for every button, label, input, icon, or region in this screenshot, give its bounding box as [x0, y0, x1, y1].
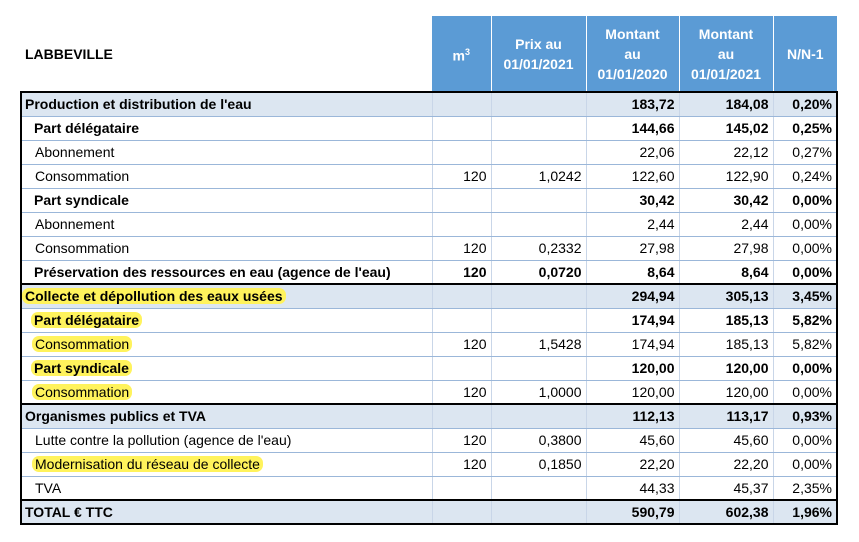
header-montant-2020: Montant au 01/01/2020: [586, 16, 679, 92]
row-label: [21, 476, 432, 500]
header-m3: $m^3$: [432, 16, 491, 92]
cell-a2020: 112,13: [586, 404, 679, 428]
table-row: [21, 236, 837, 260]
cell-prix: 0,1850: [491, 452, 586, 476]
cell-m3: 120: [432, 164, 491, 188]
cell-m3: [432, 500, 491, 524]
cell-a2021: 185,13: [679, 332, 773, 356]
cell-a2021: 145,02: [679, 116, 773, 140]
label-text: Consommation: [35, 240, 130, 256]
cell-a2021: 22,20: [679, 452, 773, 476]
row-label: [21, 92, 432, 116]
table-row: [21, 428, 837, 452]
cell-var: 0,00%: [773, 380, 837, 404]
cell-m3: [432, 476, 491, 500]
cell-a2021: 185,13: [679, 308, 773, 332]
cell-var: 0,00%: [773, 356, 837, 380]
label-text: Organismes publics et TVA: [25, 408, 207, 425]
cell-a2020: 174,94: [586, 332, 679, 356]
table-header-row: [21, 16, 837, 92]
cell-a2021: 45,37: [679, 476, 773, 500]
subsection-row: [21, 356, 837, 380]
cell-a2021: 22,12: [679, 140, 773, 164]
cell-a2020: 2,44: [586, 212, 679, 236]
cell-a2020: 8,64: [586, 260, 679, 284]
cell-var: 0,00%: [773, 260, 837, 284]
header-variation: N/N-1: [773, 16, 837, 92]
label-text: TVA: [35, 479, 62, 496]
cell-a2020: 27,98: [586, 236, 679, 260]
section-row: [21, 404, 837, 428]
highlighted-label: Consommation: [32, 384, 132, 400]
cell-a2021: 30,42: [679, 188, 773, 212]
cell-a2020: 22,20: [586, 452, 679, 476]
row-label: [21, 236, 432, 260]
cell-a2020: 120,00: [586, 356, 679, 380]
highlighted-label: Part délégataire: [31, 312, 142, 328]
section-row: [21, 284, 837, 308]
cell-m3: [432, 356, 491, 380]
cell-prix: 0,0720: [491, 260, 586, 284]
table-row: [21, 140, 837, 164]
cell-prix: [491, 188, 586, 212]
header-montant-2021: Montant au 01/01/2021: [679, 16, 773, 92]
cell-m3: [432, 212, 491, 236]
cell-var: 3,45%: [773, 284, 837, 308]
cell-prix: [491, 212, 586, 236]
label-text: Lutte contre la pollution (agence de l'eau): [35, 432, 292, 448]
cell-prix: [491, 140, 586, 164]
cell-prix: [491, 116, 586, 140]
table-row: [21, 476, 837, 500]
row-label: [21, 140, 432, 164]
cell-a2020: 30,42: [586, 188, 679, 212]
label-text: TOTAL € TTC: [25, 504, 113, 520]
cell-var: 0,20%: [773, 92, 837, 116]
cell-var: 0,25%: [773, 116, 837, 140]
cell-a2020: 122,60: [586, 164, 679, 188]
cell-a2021: 8,64: [679, 260, 773, 284]
highlighted-label: Part syndicale: [31, 360, 132, 376]
subsection-row: [21, 188, 837, 212]
cell-a2021: 27,98: [679, 236, 773, 260]
cell-a2021: 184,08: [679, 92, 773, 116]
cell-a2020: 590,79: [586, 500, 679, 524]
cell-prix: 0,3800: [491, 428, 586, 452]
cell-a2021: 113,17: [679, 404, 773, 428]
cell-m3: [432, 92, 491, 116]
cell-var: 1,96%: [773, 500, 837, 524]
cell-a2020: 144,66: [586, 116, 679, 140]
row-label: [21, 380, 432, 404]
cell-a2021: 2,44: [679, 212, 773, 236]
cell-prix: [491, 404, 586, 428]
row-label: [21, 428, 432, 452]
cell-a2020: 174,94: [586, 308, 679, 332]
highlighted-label: Consommation: [32, 336, 132, 352]
cell-m3: [432, 140, 491, 164]
total-row: [21, 500, 837, 524]
cell-prix: [491, 284, 586, 308]
cell-a2020: 22,06: [586, 140, 679, 164]
table-row: [21, 452, 837, 476]
label-text: Production et distribution de l'eau: [25, 96, 252, 113]
cell-a2021: 122,90: [679, 164, 773, 188]
cell-a2020: 120,00: [586, 380, 679, 404]
label-text: Abonnement: [35, 144, 115, 160]
cell-a2021: 45,60: [679, 428, 773, 452]
subsection-row: [21, 116, 837, 140]
cell-var: 0,27%: [773, 140, 837, 164]
cell-a2021: 305,13: [679, 284, 773, 308]
highlighted-label: Modernisation du réseau de collecte: [32, 456, 263, 472]
cell-var: 0,00%: [773, 452, 837, 476]
cell-var: 0,00%: [773, 188, 837, 212]
cell-var: 0,00%: [773, 428, 837, 452]
cell-m3: 120: [432, 260, 491, 284]
subsection-row: [21, 308, 837, 332]
table-row: [21, 164, 837, 188]
cell-prix: [491, 308, 586, 332]
cell-prix: 1,5428: [491, 332, 586, 356]
cell-a2021: 120,00: [679, 380, 773, 404]
cell-prix: [491, 476, 586, 500]
cell-a2020: 44,33: [586, 476, 679, 500]
label-text: Préservation des ressources en eau (agence de l'eau): [34, 263, 391, 280]
cell-m3: 120: [432, 452, 491, 476]
row-label: [21, 116, 432, 140]
row-label: [21, 284, 432, 308]
cell-prix: [491, 356, 586, 380]
table-row: [21, 212, 837, 236]
row-label: [21, 308, 432, 332]
cell-prix: [491, 92, 586, 116]
cell-a2020: 45,60: [586, 428, 679, 452]
cell-m3: [432, 116, 491, 140]
cell-a2021: 602,38: [679, 500, 773, 524]
cell-prix: 0,2332: [491, 236, 586, 260]
cell-m3: 120: [432, 380, 491, 404]
table-body: [21, 92, 837, 524]
cell-m3: 120: [432, 236, 491, 260]
cell-a2021: 120,00: [679, 356, 773, 380]
cell-prix: 1,0000: [491, 380, 586, 404]
cell-prix: [491, 500, 586, 524]
cell-var: 2,35%: [773, 476, 837, 500]
row-label: [21, 356, 432, 380]
highlighted-label: Collecte et dépollution des eaux usées: [22, 288, 286, 304]
row-label: [21, 212, 432, 236]
label-text: Consommation: [35, 168, 130, 184]
section-row: [21, 92, 837, 116]
row-label: [21, 452, 432, 476]
table-row: [21, 332, 837, 356]
row-label: [21, 404, 432, 428]
cell-m3: [432, 404, 491, 428]
cell-a2020: 183,72: [586, 92, 679, 116]
row-label: [21, 332, 432, 356]
cell-m3: 120: [432, 428, 491, 452]
subsection-row: [21, 260, 837, 284]
table-row: [21, 380, 837, 404]
water-price-table: [20, 16, 838, 525]
cell-var: 0,24%: [773, 164, 837, 188]
row-label: [21, 260, 432, 284]
row-label: [21, 188, 432, 212]
cell-m3: [432, 308, 491, 332]
label-text: Abonnement: [35, 216, 115, 232]
cell-var: 0,00%: [773, 236, 837, 260]
cell-m3: 120: [432, 332, 491, 356]
cell-var: 5,82%: [773, 332, 837, 356]
cell-a2020: 294,94: [586, 284, 679, 308]
label-text: Part syndicale: [34, 192, 129, 208]
cell-var: 5,82%: [773, 308, 837, 332]
label-text: Part délégataire: [34, 120, 140, 136]
commune-name: LABBEVILLE: [21, 16, 432, 92]
cell-m3: [432, 188, 491, 212]
header-prix: Prix au 01/01/2021: [491, 16, 586, 92]
row-label: [21, 500, 432, 524]
cell-var: 0,00%: [773, 212, 837, 236]
row-label: [21, 164, 432, 188]
cell-var: 0,93%: [773, 404, 837, 428]
cell-prix: 1,0242: [491, 164, 586, 188]
cell-m3: [432, 284, 491, 308]
